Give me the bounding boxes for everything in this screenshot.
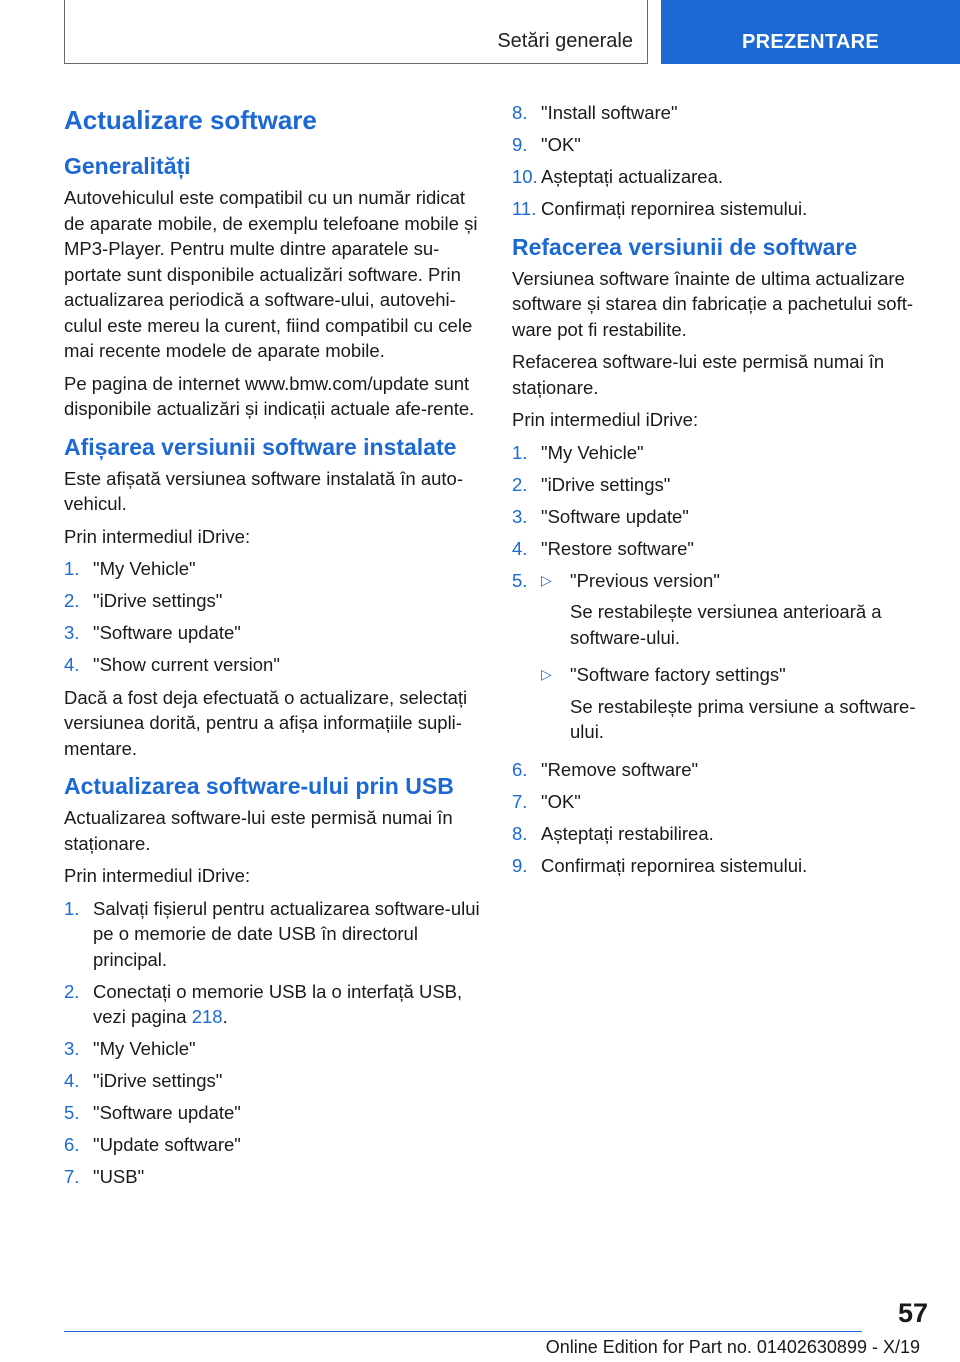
- general-heading: Generalități: [64, 153, 191, 179]
- list-item: [64, 588, 484, 614]
- step-number: 9.: [512, 855, 528, 876]
- step-number: 11.: [512, 198, 537, 219]
- list-item: [64, 1036, 484, 1062]
- step-number: 6.: [64, 1134, 80, 1155]
- step-number: 9.: [512, 134, 528, 155]
- usb-update-paragraph-2: Prin intermediul iDrive:: [64, 865, 251, 886]
- usb-update-paragraph-1: Actualizarea software-lui este permisă numai în staționare.: [64, 807, 453, 854]
- step-text: "Install software": [541, 102, 678, 123]
- step-number: 2.: [64, 980, 80, 1002]
- step-number: 6.: [512, 759, 528, 780]
- step-text: "Remove software": [541, 759, 699, 780]
- restore-paragraph-2: Refacerea software-lui este permisă numai în staționare.: [512, 351, 885, 398]
- step-text: "USB": [93, 1166, 145, 1187]
- page-reference-link[interactable]: 218: [191, 1006, 223, 1027]
- list-item: [512, 472, 930, 498]
- step-number: 8.: [512, 823, 528, 844]
- step-text: "OK": [541, 791, 581, 812]
- step-text: "Show current version": [93, 654, 280, 675]
- step-text: "My Vehicle": [541, 441, 644, 463]
- usb-update-steps: [64, 896, 484, 1190]
- step-number: 4.: [64, 654, 80, 675]
- step-text: Așteptați actualizarea.: [541, 166, 724, 187]
- usb-update-steps-continued: [512, 100, 930, 222]
- triangle-bullet-icon: ▷: [541, 571, 552, 588]
- step-number: 8.: [512, 102, 528, 123]
- step-number: 4.: [512, 537, 528, 559]
- triangle-bullet-icon: ▷: [541, 666, 552, 682]
- step-text-tail: .: [222, 1006, 228, 1027]
- list-item: [64, 1164, 484, 1190]
- list-item: [64, 979, 484, 1030]
- step-text: "OK": [541, 134, 581, 155]
- step-text: "iDrive settings": [541, 473, 671, 495]
- step-number: 7.: [512, 791, 528, 812]
- step-number: 4.: [64, 1070, 80, 1091]
- list-item: [512, 789, 930, 815]
- option-label: "Previous version": [570, 569, 720, 591]
- page-title: Actualizare software: [64, 105, 317, 135]
- option-description: Se restabilește versiunea anterioară a software-ului.: [570, 601, 882, 648]
- step-text: "Restore software": [541, 537, 694, 559]
- list-item: [64, 620, 484, 646]
- list-item: [64, 1132, 484, 1158]
- option-item: [541, 568, 930, 657]
- step-text: [93, 979, 484, 1030]
- header-chapter-title: PREZENTARE: [741, 31, 880, 53]
- list-item: [64, 1100, 484, 1126]
- step-number: 7.: [64, 1166, 80, 1187]
- step-text-main: Conectați o memorie USB la o interfață USB, vezi pagina: [93, 980, 463, 1027]
- step-number: 1.: [64, 897, 80, 919]
- option-item: [541, 662, 930, 745]
- step-number: 3.: [64, 622, 80, 643]
- list-item: [512, 196, 930, 222]
- option-description: Se restabilește prima versiune a software-ului.: [570, 695, 916, 742]
- step-number: 2.: [512, 473, 528, 495]
- step-number: 1.: [512, 441, 528, 463]
- footer-divider: [64, 1331, 862, 1332]
- option-body: [570, 662, 930, 745]
- step-number: 3.: [64, 1038, 80, 1059]
- header-section-title: Setări generale: [497, 30, 633, 52]
- step-text: Salvați fișierul pentru actualizarea software-ului pe o memorie de date USB în directorul principal.: [93, 897, 480, 970]
- list-item: [64, 896, 484, 973]
- list-item: [512, 821, 930, 847]
- step-number: 1.: [64, 558, 80, 579]
- step-text: Așteptați restabilirea.: [541, 823, 714, 844]
- display-version-heading: Afișarea versiunii software instalate: [64, 433, 457, 460]
- step-text: "My Vehicle": [93, 1038, 196, 1059]
- step-text: "iDrive settings": [93, 590, 223, 611]
- footer-edition: Online Edition for Part no. 01402630899 - X/19: [545, 1337, 920, 1357]
- step-number: 3.: [512, 505, 528, 527]
- list-item: [512, 853, 930, 879]
- list-item: [64, 1068, 484, 1094]
- option-label: "Software factory settings": [570, 664, 786, 685]
- list-item: [512, 757, 930, 783]
- list-item: [512, 132, 930, 158]
- page-number: 57: [897, 1298, 928, 1328]
- step-text: "Software update": [541, 505, 689, 527]
- restore-steps: [512, 440, 930, 879]
- list-item: [512, 440, 930, 466]
- step-number: 5.: [64, 1102, 80, 1123]
- restore-heading: Refacerea versiunii de software: [512, 233, 858, 260]
- step-text: Confirmați repornirea sistemului.: [541, 198, 808, 219]
- step-text: "Software update": [93, 622, 241, 643]
- display-version-paragraph-3: Dacă a fost deja efectuată o actualizare, selectați versiunea dorită, pentru a afișa informațiile supli-mentare.: [64, 686, 468, 759]
- list-item: [64, 556, 484, 582]
- list-item: [512, 164, 930, 190]
- step-number: 5.: [512, 569, 528, 591]
- header-chapter-tab[interactable]: [661, 0, 960, 64]
- restore-paragraph-1: Versiunea software înainte de ultima actualizare software și starea din fabricație a pachetului soft-ware pot fi restabilite.: [512, 267, 914, 340]
- option-body: [570, 568, 930, 657]
- list-item: [512, 568, 930, 751]
- display-version-steps: [64, 556, 484, 678]
- step-text: "My Vehicle": [93, 558, 196, 579]
- step-text: "Update software": [93, 1134, 241, 1155]
- display-version-paragraph-2: Prin intermediul iDrive:: [64, 525, 251, 547]
- general-paragraph-2: Pe pagina de internet www.bmw.com/update sunt disponibile actualizări și indicații actuale afe-rente.: [64, 372, 475, 419]
- usb-update-heading: Actualizarea software-ului prin USB: [64, 773, 454, 799]
- left-column: [64, 100, 484, 1197]
- list-item: [512, 536, 930, 562]
- restore-paragraph-3: Prin intermediul iDrive:: [512, 409, 699, 430]
- list-item: [64, 652, 484, 678]
- right-column: [512, 100, 930, 886]
- display-version-paragraph-1: Este afișată versiunea software instalată în auto-vehicul.: [64, 467, 463, 514]
- step-text: Confirmați repornirea sistemului.: [541, 855, 808, 876]
- restore-options: [541, 568, 930, 751]
- header-section-box: [64, 0, 648, 64]
- list-item: [512, 100, 930, 126]
- list-item: [512, 504, 930, 530]
- general-paragraph-1: Autovehiculul este compatibil cu un număr ridicat de aparate mobile, de exemplu telefoane mobile și MP3-Player. Pentru multe dintre aparatele su-portate sunt disponibile actualizări software. Prin actualizarea periodică a software-ului, autovehi-culul este mereu la curent, fiind compatibil cu cele mai recente modele de aparate mobile.: [64, 187, 478, 361]
- step-text: "iDrive settings": [93, 1070, 223, 1091]
- step-number: 2.: [64, 590, 80, 611]
- step-number: 10.: [512, 166, 538, 187]
- step-text: "Software update": [93, 1102, 241, 1123]
